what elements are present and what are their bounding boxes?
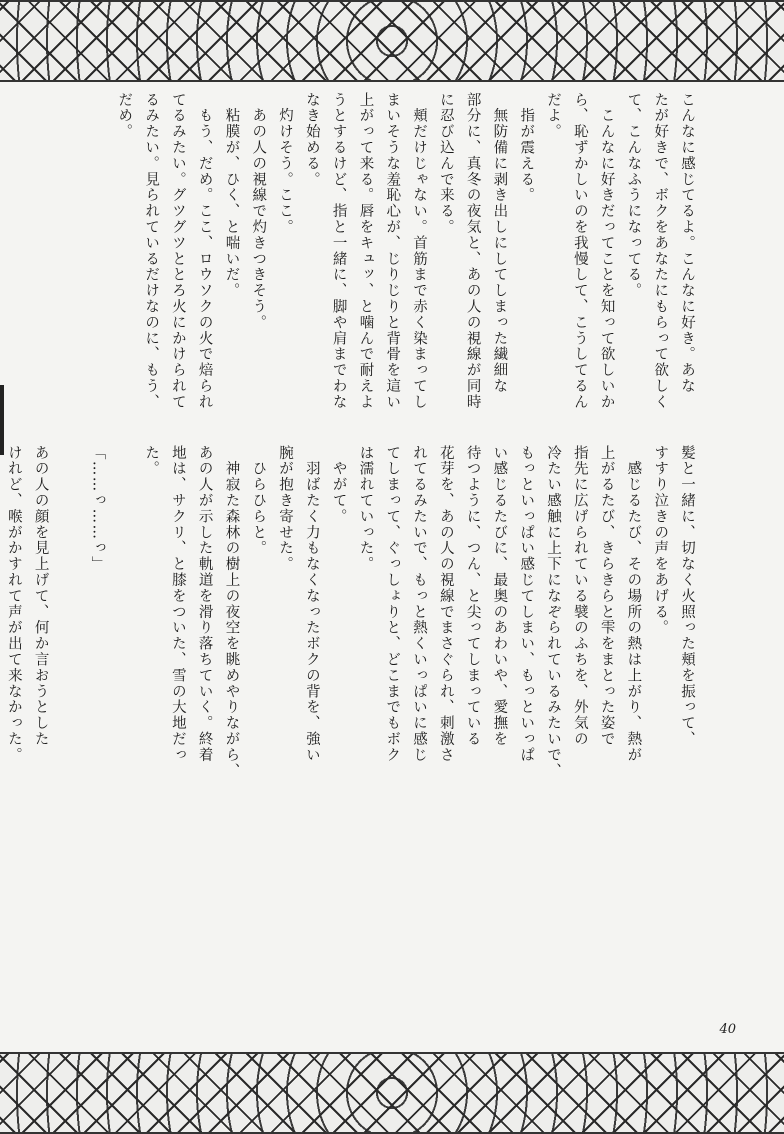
text-column-lower-b: あの人の顔を見上げて、何か言おうとした けれど、喉がかすれて声が出て来なかった。 <box>5 445 49 763</box>
ornamental-border-bottom <box>0 1052 784 1134</box>
text-column-upper: こんなに感じてるよ。こんなに好き。あな たが好きで、ボクをあなたにもらって欲しく て、こんなふうになってる。 こんなに好きだってことを知って欲しいか ら、恥ずかしいのを我慢して、こうしてるん だよ。 指が震える。 無防備に剥き出しにしてしまった繊細な 部分に、真冬の夜気と、あの人の視線が同時 に忍び込んで来る。 頬だけじゃない。首筋まで赤く染まってし まいそうな羞恥心が、じりじりと背骨を這い 上がって来る。唇をキュッ、と噛んで耐えよ うとするけど、指と一緒に、脚や肩までわな なき始める。 灼けそう。ここ。 あの人の視線で灼きつきそう。 粘膜が、ひく、と喘いだ。 もう、だめ。ここ、ロウソクの火で焙られ てるみたい。グツグツととろ火にかけられて るみたい。見られているだけなのに、もう、 だめ。 <box>116 92 695 410</box>
page-number: 40 <box>719 1022 736 1037</box>
binding-mark <box>0 385 4 455</box>
text-column-lower-a: 髪と一緒に、切なく火照った頬を振って、 すすり泣きの声をあげる。 感じるたび、その場所の熱は上がり、熱が 上がるたび、きらきらと雫をまとった姿で 指先に広げられている襞のふちを、外気の 冷たい感触に上下になぞられているみたいで、 もっといっぱい感じてしまい、もっといっぱ い感じるたびに、最奥のあわいや、愛撫を 待つように、つん、と尖ってしまっている 花芽を、あの人の視線でまさぐられ、刺激さ れてるみたいで、もっと熱くいっぱいに感じ てしまって、ぐっしょりと、どこまでもボク は濡れていった。 やがて。 羽ばたく力もなくなったボクの背を、強い 腕が抱き寄せた。 ひらひらと。 神寂た森林の樹上の夜空を眺めやりながら、 あの人が示した軌道を滑り落ちていく。終着 地は、サクリ、と膝をついた、雪の大地だっ た。 「……っ……っ」 <box>89 445 695 779</box>
ornamental-border-top <box>0 0 784 82</box>
